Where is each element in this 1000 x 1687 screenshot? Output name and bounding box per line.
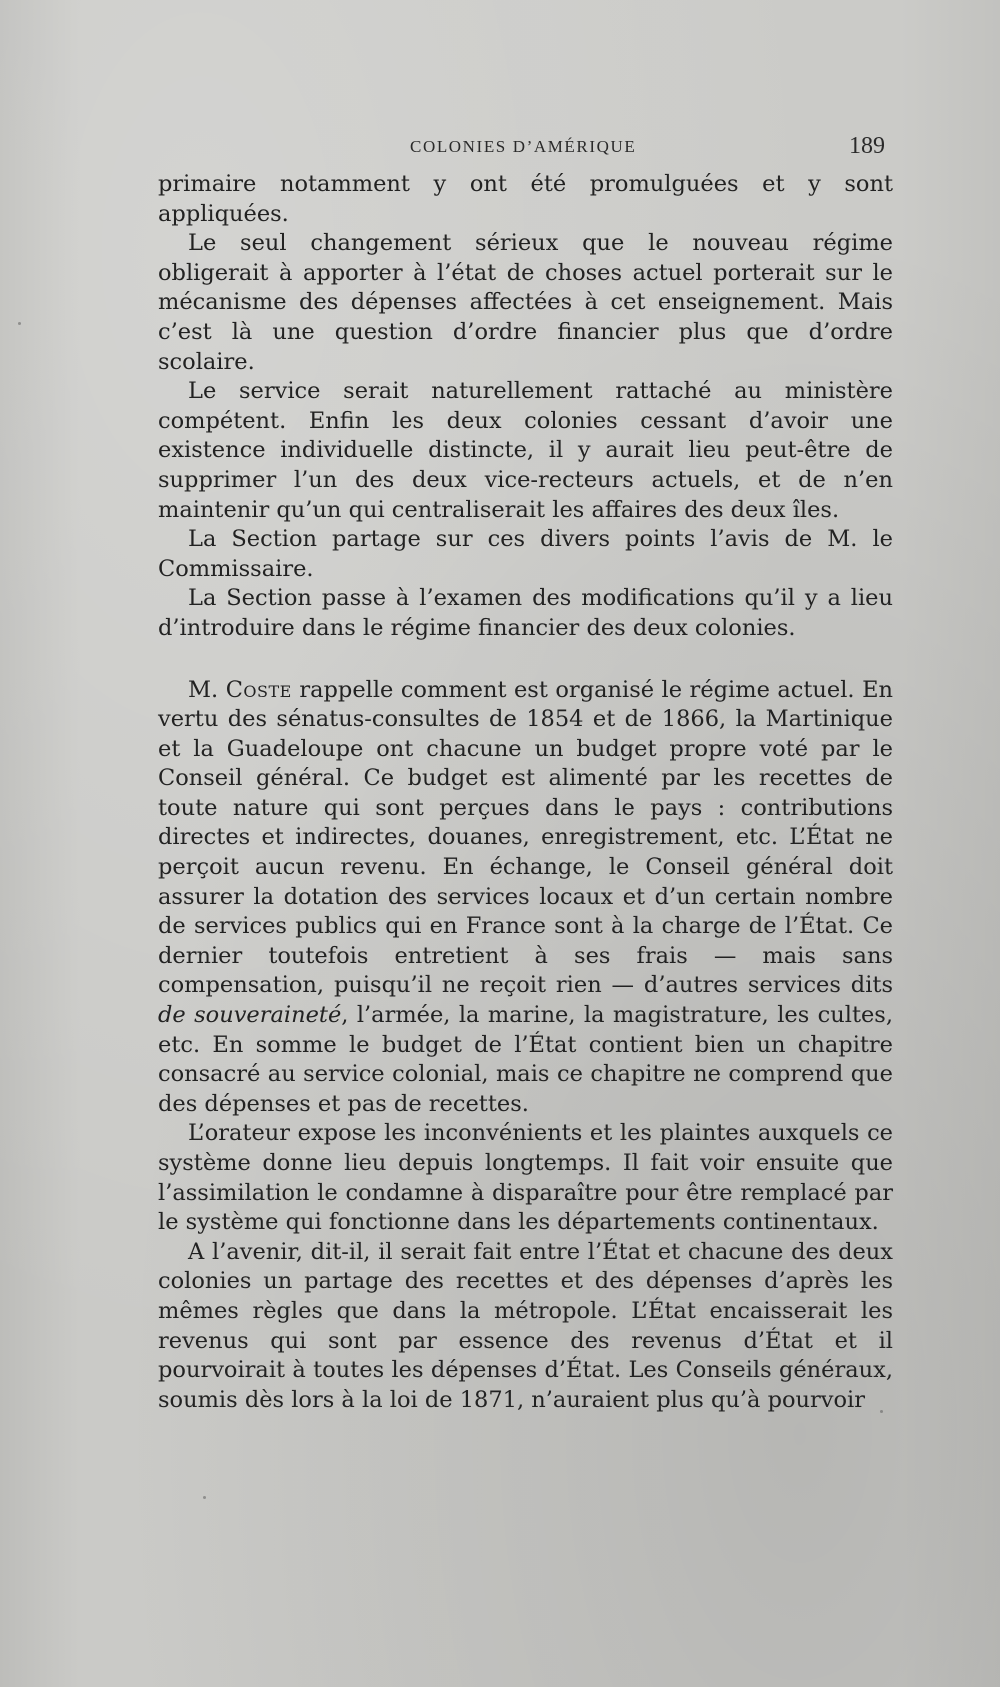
paragraph: La Section passe à l’examen des modifications qu’il y a lieu d’introduire dans le régime financier des deux colonies. <box>158 585 893 641</box>
paragraph-speaker <box>158 676 893 1120</box>
paragraph: Le seul changement sérieux que le nouveau régime obligerait à apporter à l’état de choses actuel porterait sur le mécanisme des dépenses affectées à cet enseignement. Mais c’est là une question d’ordre financier plus que d’ordre scolaire. <box>158 230 893 375</box>
paragraph: La Section partage sur ces divers points l’avis de M. le Commissaire. <box>158 526 893 582</box>
paragraph-continuation: primaire notamment y ont été promulguées et y sont appliquées. <box>158 171 893 227</box>
italic-phrase: de souveraineté <box>158 1002 342 1029</box>
speaker-prefix: M. <box>188 676 226 703</box>
paper-speck <box>880 1410 883 1413</box>
running-head <box>160 133 885 167</box>
paragraph: A l’avenir, dit-il, il serait fait entre l’État et chacune des deux colonies un partage des recettes et des dépenses d’après les mêmes règles que dans la métropole. L’État encaisserait les revenus qui sont par essence des revenus d’État et il pourvoirait à toutes les dépenses d’État. Les Conseils généraux, soumis dès lors à la loi de 1871, n’auraient plus qu’à pourvoir <box>158 1238 893 1413</box>
paragraph: Le service serait naturellement rattaché au ministère compétent. Enfin les deux colonies cessant d’avoir une existence individuelle distincte, il y aurait lieu peut-être de supprimer l’un des deux vice-recteurs actuels, et de n’en maintenir qu’un qui centraliserait les affaires des deux îles. <box>158 378 893 523</box>
paper-speck <box>18 322 21 325</box>
paragraph-text: rappelle comment est organisé le régime actuel. En vertu des sénatus-consultes de 1854 et de 1866, la Martinique et la Guadeloupe ont chacune un budget propre voté par le Conseil général. Ce budget est alimenté par les recettes de toute nature qui sont perçues dans le pays : contributions directes et indirectes, douanes, enregistrement, etc. L’État ne perçoit aucun revenu. En échange, le Conseil général doit assurer la dotation des services locaux et d’un certain nombre de services publics qui en France sont à la charge de l’État. Ce dernier toutefois entretient à ses frais — mais sans compensation, puisqu’il ne reçoit rien — d’autres services dits <box>158 676 893 999</box>
running-title: COLONIES D’AMÉRIQUE <box>410 137 637 156</box>
paper-speck <box>203 1496 206 1499</box>
paragraph-text: , l’armée, la marine, la magistrature, les cultes, etc. En somme le budget de l’État contient bien un chapitre consacré au service colonial, mais ce chapitre ne comprend que des dépenses et pas de recettes. <box>158 1002 894 1117</box>
paragraph: L’orateur expose les inconvénients et les plaintes auxquels ce système donne lieu depuis longtemps. Il fait voir ensuite que l’assimilation le condamne à disparaître pour être remplacé par le système qui fonctionne dans les départements continentaux. <box>158 1120 893 1236</box>
page-number: 189 <box>849 133 885 159</box>
body-text <box>158 170 893 1415</box>
speaker-name: Coste <box>225 676 292 703</box>
